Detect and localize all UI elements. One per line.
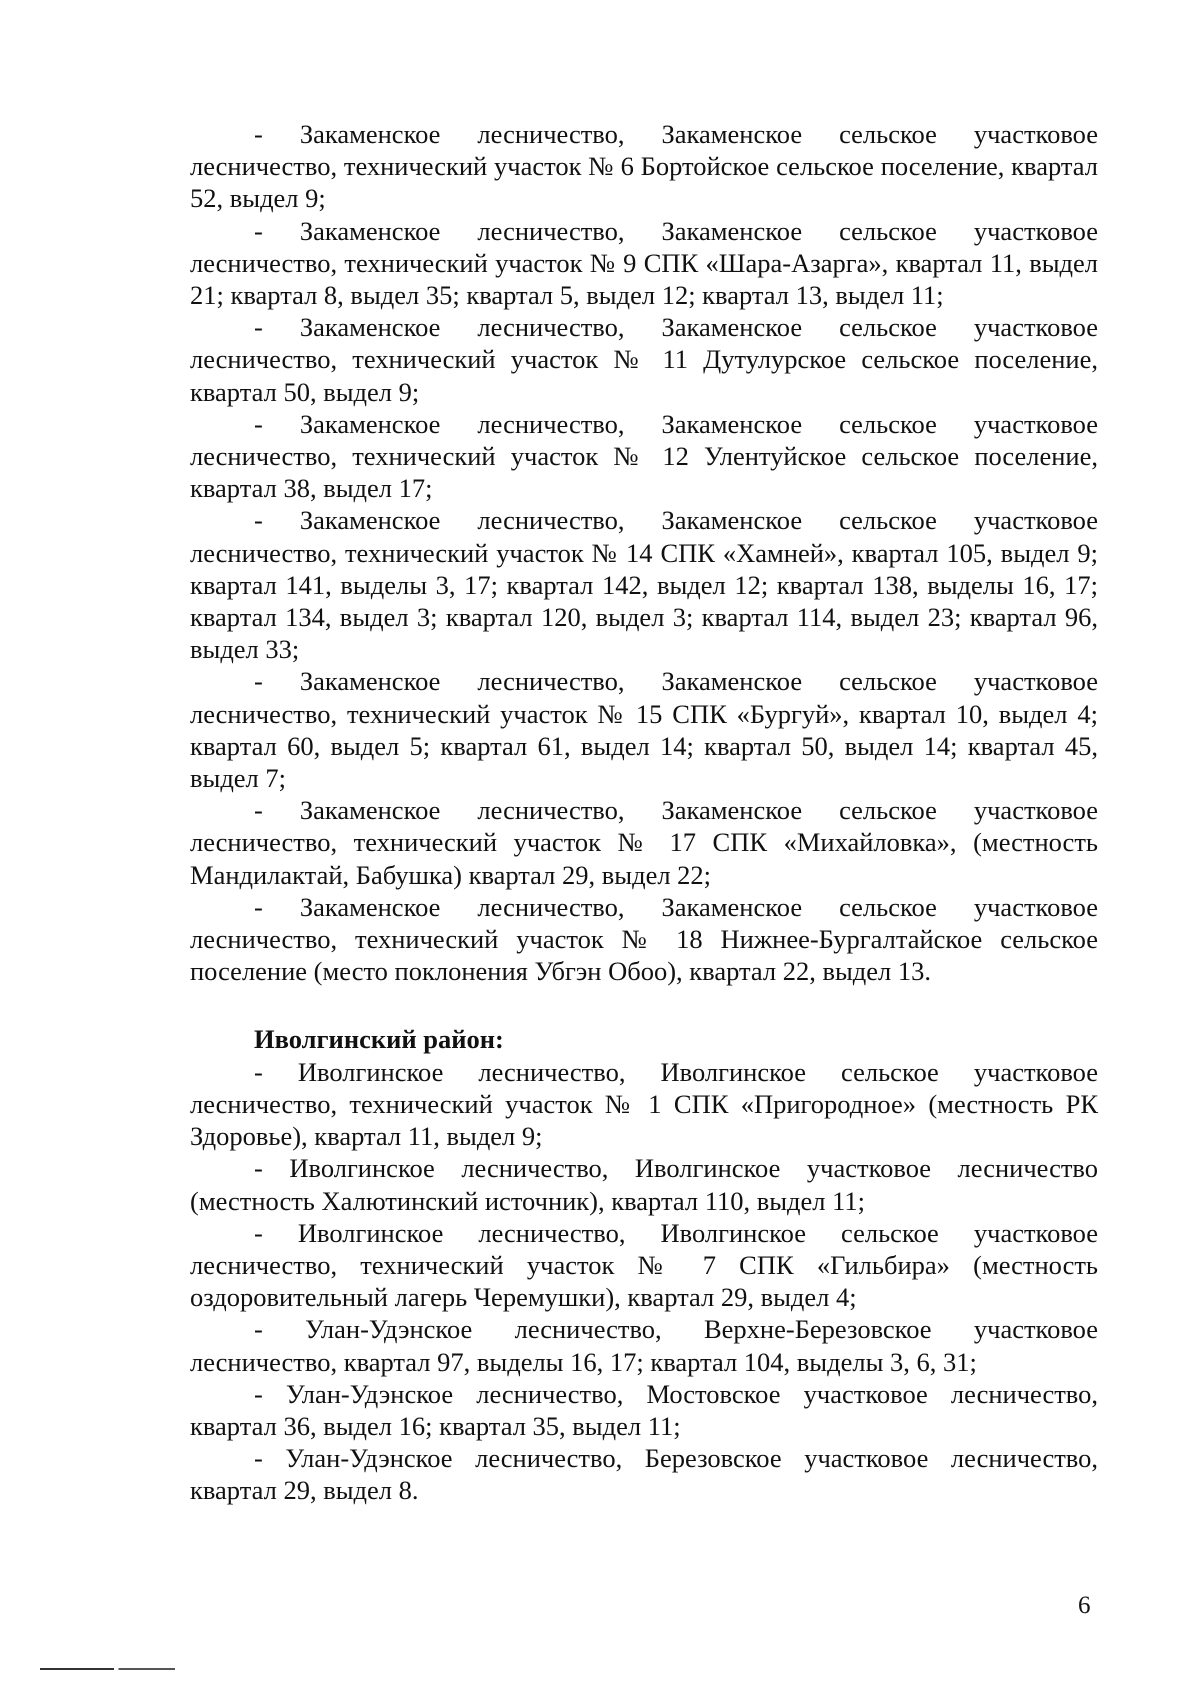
page-number: 6	[1078, 1592, 1091, 1619]
list-item: - Закаменское лесничество, Закаменское сельское участковое лесничество, технический участок № 14 СПК «Хамней», квартал 105, выдел 9; квартал 141, выделы 3, 17; квартал 142, выдел 12; квартал 138, выделы 16, 17; квартал 134, выдел 3; квартал 120, выдел 3; квартал 114, выдел 23; квартал 96, выдел 33;	[190, 505, 1098, 665]
list-item: - Закаменское лесничество, Закаменское сельское участковое лесничество, технический участок № 11 Дутулурское сельское поселение, квартал 50, выдел 9;	[190, 312, 1098, 407]
list-item: - Улан-Удэнское лесничество, Березовское участковое лесничество, квартал 29, выдел 8.	[190, 1443, 1098, 1506]
list-item: - Иволгинское лесничество, Иволгинское сельское участковое лесничество, технический участок № 1 СПК «Пригородное» (местность РК Здоровье), квартал 11, выдел 9;	[190, 1056, 1098, 1152]
list-item: - Закаменское лесничество, Закаменское сельское участковое лесничество, технический участок № 15 СПК «Бургуй», квартал 10, выдел 4; квартал 60, выдел 5; квартал 61, выдел 14; квартал 50, выдел 14; квартал 45, выдел 7;	[190, 666, 1098, 794]
list-item: - Улан-Удэнское лесничество, Мостовское участковое лесничество, квартал 36, выдел 16; квартал 35, выдел 11;	[190, 1378, 1098, 1441]
list-item: - Закаменское лесничество, Закаменское сельское участковое лесничество, технический участок № 9 СПК «Шара-Азарга», квартал 11, выдел 21; квартал 8, выдел 35; квартал 5, выдел 12; квартал 13, выдел 11;	[190, 215, 1098, 311]
section-heading: Иволгинский район:	[254, 1024, 504, 1055]
list-item: - Улан-Удэнское лесничество, Верхне-Березовское участковое лесничество, квартал 97, выделы 16, 17; квартал 104, выделы 3, 6, 31;	[190, 1314, 1098, 1377]
list-item: - Закаменское лесничество, Закаменское сельское участковое лесничество, технический участок № 17 СПК «Михайловка», (местность Мандилактай, Бабушка) квартал 29, выдел 22;	[190, 795, 1098, 890]
list-item: - Иволгинское лесничество, Иволгинское сельское участковое лесничество, технический участок № 7 СПК «Гильбира» (местность оздоровительный лагерь Черемушки), квартал 29, выдел 4;	[190, 1217, 1098, 1313]
list-item: - Закаменское лесничество, Закаменское сельское участковое лесничество, технический участок № 6 Бортойское сельское поселение, квартал 52, выдел 9;	[190, 119, 1098, 214]
list-item: - Закаменское лесничество, Закаменское сельское участковое лесничество, технический участок № 18 Нижнее-Бургалтайское сельское поселение (место поклонения Убгэн Обоо), квартал 22, выдел 13.	[190, 891, 1098, 987]
list-item: - Закаменское лесничество, Закаменское сельское участковое лесничество, технический участок № 12 Улентуйское сельское поселение, квартал 38, выдел 17;	[190, 408, 1098, 504]
list-item: - Иволгинское лесничество, Иволгинское участковое лесничество (местность Халютинский источник), квартал 110, выдел 11;	[190, 1153, 1098, 1216]
document-body	[190, 118, 1098, 1507]
scan-artifact-line	[40, 1668, 175, 1670]
